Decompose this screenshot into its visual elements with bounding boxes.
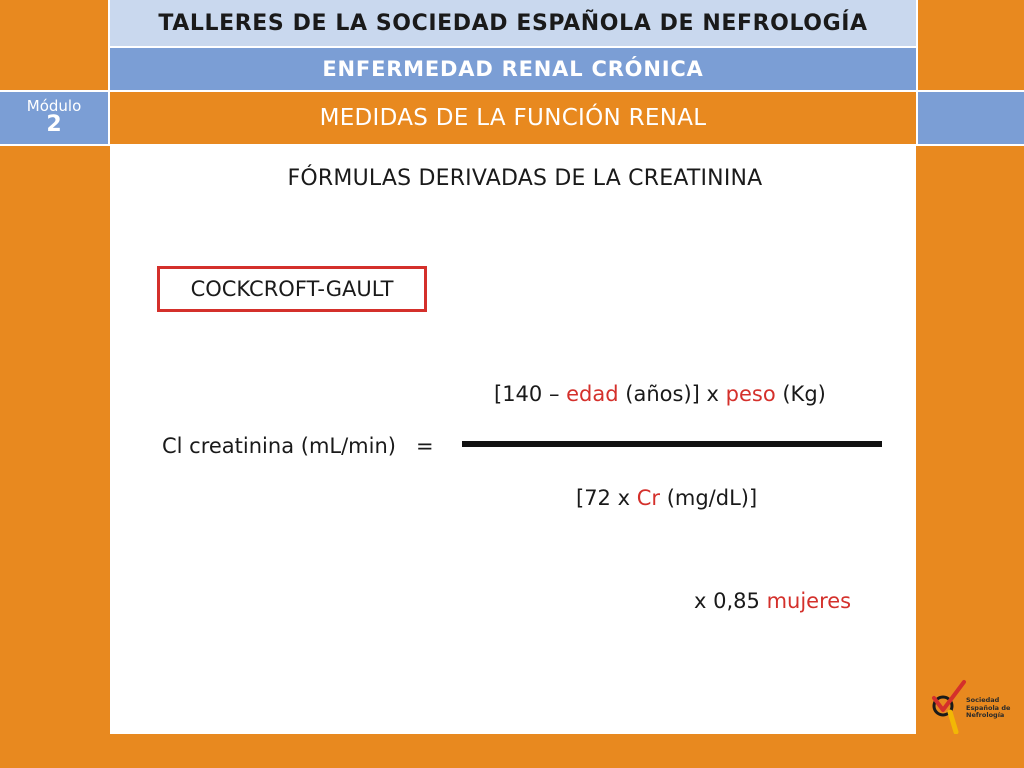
fraction-bar: [462, 441, 882, 447]
formula-factor: [694, 589, 851, 613]
logo-line-1: Sociedad: [966, 696, 1000, 704]
method-label: COCKCROFT-GAULT: [190, 277, 394, 301]
denominator-var-cr: Cr: [636, 486, 661, 510]
numerator-end: (Kg): [782, 382, 826, 406]
formula-numerator: [494, 382, 826, 406]
module-title: [110, 92, 916, 144]
method-label-box: [157, 266, 427, 312]
equals-sign: =: [416, 434, 434, 458]
sen-logo: [928, 676, 1018, 736]
header-title-text: TALLERES DE LA SOCIEDAD ESPAÑOLA DE NEFROLOGÍA: [158, 10, 868, 36]
factor-text: x 0,85: [694, 589, 760, 613]
logo-text: [966, 697, 1010, 720]
module-badge: [0, 92, 108, 144]
module-number: 2: [46, 112, 62, 137]
logo-line-3: Nefrología: [966, 711, 1005, 719]
lhs-text: Cl creatinina (mL/min): [162, 434, 396, 458]
header-subtitle-text: ENFERMEDAD RENAL CRÓNICA: [322, 57, 704, 81]
right-header-block: [918, 92, 1024, 144]
divider-line: [0, 90, 1024, 92]
numerator-mid: (años)] x: [625, 382, 719, 406]
module-title-text: MEDIDAS DE LA FUNCIÓN RENAL: [319, 105, 707, 131]
numerator-var-peso: peso: [725, 382, 776, 406]
module-label: Módulo: [26, 97, 82, 115]
numerator-var-edad: edad: [566, 382, 619, 406]
sen-logo-icon: [928, 676, 968, 734]
formula-lhs: [162, 434, 434, 458]
header-title: [110, 0, 916, 48]
factor-var: mujeres: [766, 589, 852, 613]
divider-line: [108, 0, 110, 146]
section-title: FÓRMULAS DERIVADAS DE LA CREATININA: [287, 166, 763, 191]
header-subtitle: [110, 48, 916, 90]
numerator-open: [140 –: [494, 382, 560, 406]
logo-line-2: Española de: [966, 703, 1011, 712]
denominator-open: [72 x: [576, 486, 631, 510]
formula-denominator: [576, 486, 757, 510]
denominator-end: (mg/dL)]: [666, 486, 758, 510]
divider-line: [916, 0, 918, 146]
